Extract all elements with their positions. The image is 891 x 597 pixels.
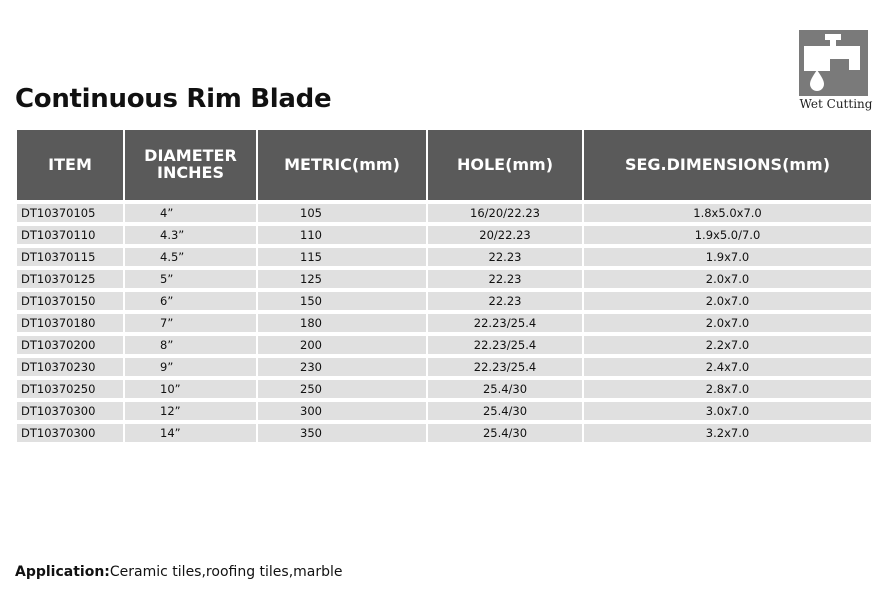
header-diameter — [125, 130, 256, 200]
page-title: Continuous Rim Blade — [15, 84, 332, 114]
cell-hole: 22.23 — [428, 270, 582, 288]
cell-item: DT10370300 — [17, 402, 123, 420]
cell-hole: 20/22.23 — [428, 226, 582, 244]
table-row — [17, 336, 871, 354]
cell-item: DT10370200 — [17, 336, 123, 354]
cell-metric: 125 — [258, 270, 426, 288]
wet-cutting-label: Wet Cutting — [799, 97, 873, 111]
cell-diameter: 5” — [125, 270, 256, 288]
table-header-row — [17, 130, 871, 200]
cell-diameter: 6” — [125, 292, 256, 310]
table-body — [17, 204, 871, 442]
cell-seg: 2.4x7.0 — [584, 358, 871, 376]
specs-table — [15, 126, 873, 446]
cell-item: DT10370230 — [17, 358, 123, 376]
cell-seg: 2.2x7.0 — [584, 336, 871, 354]
cell-metric: 115 — [258, 248, 426, 266]
cell-item: DT10370110 — [17, 226, 123, 244]
cell-metric: 180 — [258, 314, 426, 332]
cell-metric: 230 — [258, 358, 426, 376]
cell-diameter: 4.5” — [125, 248, 256, 266]
table-row — [17, 358, 871, 376]
cell-metric: 105 — [258, 204, 426, 222]
table-row — [17, 380, 871, 398]
cell-hole: 22.23/25.4 — [428, 358, 582, 376]
cell-diameter: 9” — [125, 358, 256, 376]
cell-diameter: 8” — [125, 336, 256, 354]
cell-hole: 22.23 — [428, 248, 582, 266]
cell-seg: 1.8x5.0x7.0 — [584, 204, 871, 222]
cell-metric: 350 — [258, 424, 426, 442]
table-row — [17, 226, 871, 244]
header-diameter-text: DIAMETER INCHES — [144, 146, 237, 182]
cell-item: DT10370300 — [17, 424, 123, 442]
cell-seg: 2.8x7.0 — [584, 380, 871, 398]
cell-metric: 150 — [258, 292, 426, 310]
cell-seg: 3.0x7.0 — [584, 402, 871, 420]
cell-hole: 22.23/25.4 — [428, 314, 582, 332]
cell-item: DT10370105 — [17, 204, 123, 222]
cell-hole: 25.4/30 — [428, 402, 582, 420]
header-item: ITEM — [17, 130, 123, 200]
cell-item: DT10370125 — [17, 270, 123, 288]
cell-diameter: 7” — [125, 314, 256, 332]
cell-diameter: 14” — [125, 424, 256, 442]
cell-metric: 300 — [258, 402, 426, 420]
table-row — [17, 314, 871, 332]
cell-seg: 2.0x7.0 — [584, 314, 871, 332]
cell-metric: 250 — [258, 380, 426, 398]
cell-diameter: 4.3” — [125, 226, 256, 244]
header-hole: HOLE(mm) — [428, 130, 582, 200]
cell-seg: 1.9x7.0 — [584, 248, 871, 266]
cell-hole: 22.23/25.4 — [428, 336, 582, 354]
header-seg-dimensions: SEG.DIMENSIONS(mm) — [584, 130, 871, 200]
cell-item: DT10370250 — [17, 380, 123, 398]
table-row — [17, 424, 871, 442]
cell-metric: 110 — [258, 226, 426, 244]
cell-hole: 22.23 — [428, 292, 582, 310]
cell-seg: 3.2x7.0 — [584, 424, 871, 442]
application-label: Application: — [15, 564, 110, 580]
cell-item: DT10370115 — [17, 248, 123, 266]
application-note — [15, 564, 343, 580]
table-row — [17, 402, 871, 420]
faucet-water-drop-icon — [799, 30, 868, 96]
cell-hole: 16/20/22.23 — [428, 204, 582, 222]
cell-diameter: 10” — [125, 380, 256, 398]
table-row — [17, 204, 871, 222]
cell-item: DT10370180 — [17, 314, 123, 332]
cell-seg: 1.9x5.0/7.0 — [584, 226, 871, 244]
table-row — [17, 270, 871, 288]
cell-item: DT10370150 — [17, 292, 123, 310]
table-row — [17, 292, 871, 310]
table-row — [17, 248, 871, 266]
cell-seg: 2.0x7.0 — [584, 292, 871, 310]
cell-seg: 2.0x7.0 — [584, 270, 871, 288]
cell-diameter: 12” — [125, 402, 256, 420]
cell-diameter: 4” — [125, 204, 256, 222]
cell-metric: 200 — [258, 336, 426, 354]
application-text: Ceramic tiles,roofing tiles,marble — [109, 564, 343, 580]
header-metric: METRIC(mm) — [258, 130, 426, 200]
cell-hole: 25.4/30 — [428, 424, 582, 442]
cell-hole: 25.4/30 — [428, 380, 582, 398]
